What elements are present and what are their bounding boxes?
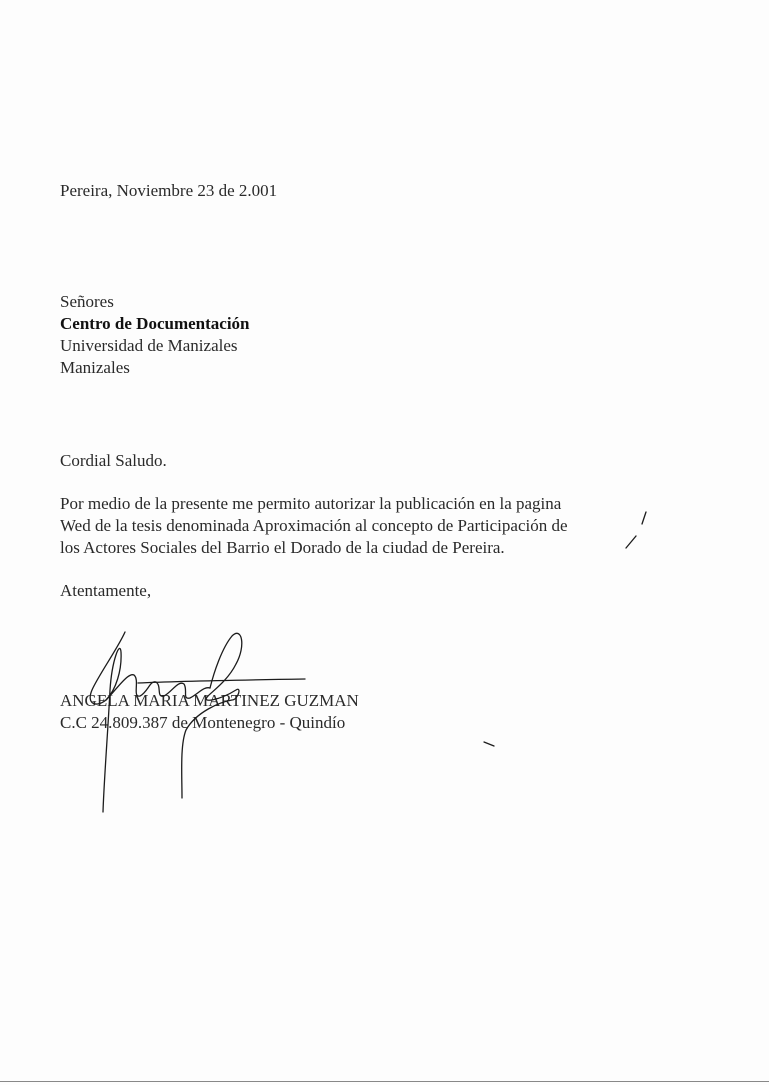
signer-id: C.C 24.809.387 de Montenegro - Quindío [60,713,346,732]
greeting: Cordial Saludo. [60,451,167,470]
signer-name: ANGELA MARIA MARTINEZ GUZMAN [60,691,359,710]
closing: Atentamente, [60,581,152,600]
body-line: Wed de la tesis denominada Aproximación al concepto de Participación de [60,516,568,535]
recipient-organization: Centro de Documentación [60,314,250,333]
body-line: Por medio de la presente me permito autorizar la publicación en la pagina [60,494,562,513]
recipient-title: Señores [60,292,114,311]
recipient-institution: Universidad de Manizales [60,336,238,355]
date-line: Pereira, Noviembre 23 de 2.001 [60,181,278,200]
recipient-city: Manizales [60,358,130,377]
body-line: los Actores Sociales del Barrio el Dorado de la ciudad de Pereira. [60,538,505,557]
scan-edge-line [0,1081,769,1082]
